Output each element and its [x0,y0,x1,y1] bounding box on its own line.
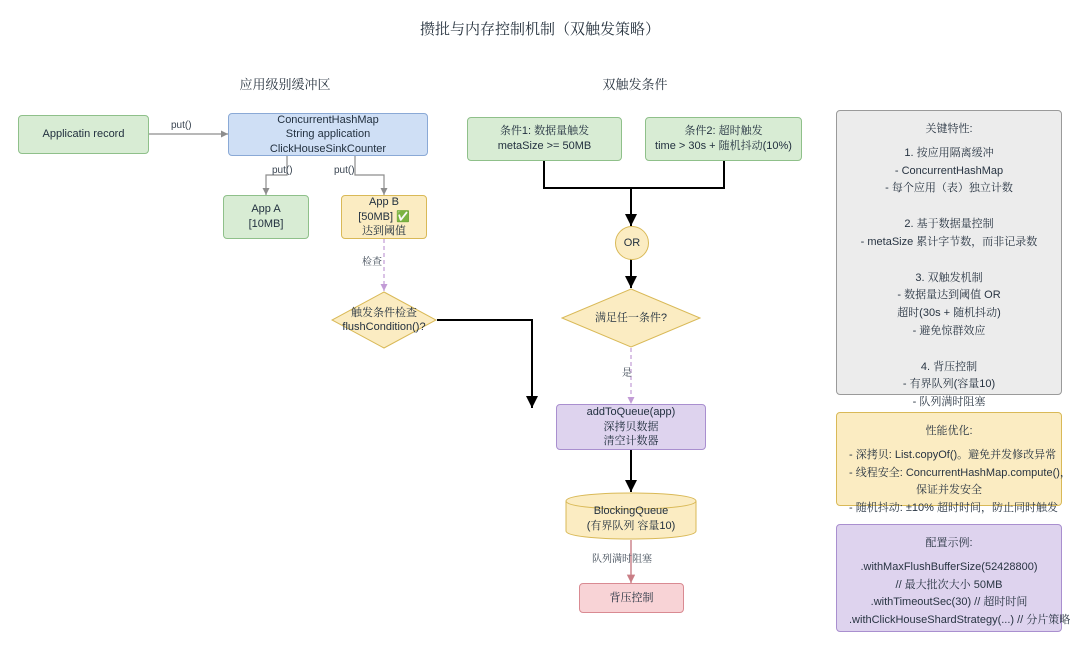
note-line: - 队列满时阻塞 [912,396,986,409]
edge-label-queue-full: 队列满时阻塞 [592,554,652,565]
node-add-to-queue [556,404,706,450]
backpressure-label: 背压控制 [609,591,654,604]
app-b-line-1: App B [369,196,399,209]
note-line: .withMaxFlushBufferSize(52428800) [860,560,1038,573]
note-config [836,524,1071,632]
blocking-queue-line-2: (有界队列 容量10) [586,520,676,532]
map-line-2: String application [285,128,371,141]
blocking-queue-text [565,492,697,540]
node-condition-2 [645,117,802,161]
node-application-record [18,115,149,154]
note-config-head: 配置示例: [925,537,973,549]
condition-1-line-1: 条件1: 数据量触发 [499,125,590,138]
node-app-b [341,195,427,239]
add-to-queue-line-1: addToQueue(app) [586,406,676,419]
note-line: - 避免惊群效应 [912,324,986,337]
edge-label-put-2: put() [272,165,293,176]
app-b-line-3: 达到阈值 [362,225,406,238]
node-app-a [223,195,309,239]
condition-2-line-2: time > 30s + 随机抖动(10%) [655,140,792,152]
note-line: .withClickHouseShardStrategy(...) // 分片策略 [849,614,1071,627]
note-line: - 线程安全: ConcurrentHashMap.compute()， [849,466,1071,479]
node-concurrent-hash-map [228,113,428,156]
edge-label-put-3: put() [334,165,355,176]
node-or-gate [615,226,649,260]
note-line: 保证并发安全 [916,484,982,497]
note-line: - 深拷贝: List.copyOf()。避免并发修改异常 [849,448,1057,461]
condition-2-line-1: 条件2: 超时触发 [684,125,763,138]
or-gate-label: OR [623,237,641,249]
note-line-spacer [849,341,1049,359]
lane-label-middle: 双触发条件 [602,77,668,92]
note-performance-head: 性能优化: [925,425,973,437]
app-a-line-2: [10MB] [248,218,284,230]
node-backpressure [579,583,684,613]
note-line: - 每个应用（表）独立计数 [885,182,1013,195]
note-performance [836,412,1071,515]
note-line: 3. 双触发机制 [915,271,983,284]
edge-label-check: 检查 [362,257,382,268]
note-line: - 数据量达到阈值 OR [897,289,1001,302]
edge-label-put-1: put() [171,120,192,131]
add-to-queue-line-2: 深拷贝数据 [603,420,659,433]
app-a-line-1: App A [251,203,281,216]
diagram-title: 攒批与内存控制机制（双触发策略） [419,21,660,38]
map-line-3: ClickHouseSinkCounter [269,142,387,155]
note-line: // 最大批次大小 50MB [895,578,1003,591]
note-line: - 随机抖动: ±10% 超时时间，防止同时触发 [849,502,1058,515]
flush-condition-line-1: 触发条件检查 [351,306,417,319]
note-key-features-head: 关键特性: [925,123,973,135]
node-flush-condition [331,291,437,349]
note-line: 1. 按应用隔离缓冲 [904,146,994,159]
map-line-1: ConcurrentHashMap [277,113,379,126]
edge-label-yes: 是 [622,368,632,379]
node-blocking-queue [565,492,697,540]
any-condition-text [561,288,701,348]
note-line: - ConcurrentHashMap [894,164,1004,177]
lane-label-left: 应用级别缓冲区 [239,77,331,92]
flush-condition-text [331,291,437,349]
condition-1-line-2: metaSize >= 50MB [497,140,592,152]
note-line: 4. 背压控制 [920,360,978,373]
node-any-condition [561,288,701,348]
app-b-line-2: [50MB] ✅ [358,210,410,223]
note-line: 超时(30s + 随机抖动) [897,307,1001,320]
blocking-queue-line-1: BlockingQueue [593,505,669,518]
any-condition-label: 满足任一条件? [594,311,668,324]
add-to-queue-line-3: 清空计数器 [603,435,659,448]
note-line: .withTimeoutSec(30) // 超时时间 [870,596,1028,609]
note-line: - 有界队列(容量10) [902,378,996,391]
note-key-features [836,110,1062,409]
note-line: - metaSize 累计字节数，而非记录数 [860,235,1038,248]
flush-condition-line-2: flushCondition()? [342,321,426,333]
note-line-spacer [849,252,1049,270]
note-line-spacer [849,198,1049,216]
note-line: 2. 基于数据量控制 [904,218,994,231]
node-condition-1 [467,117,622,161]
node-application-record-label: Applicatin record [42,128,125,141]
